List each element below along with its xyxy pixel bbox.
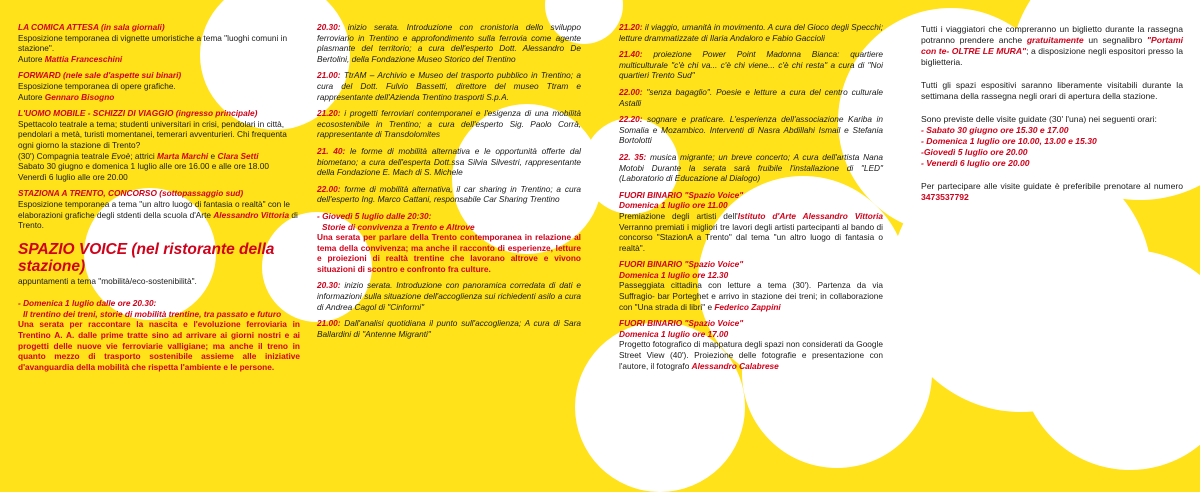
exhibition-info: Tutti gli spazi espositivi saranno liberamente visitabili durante la settimana della rassegna negli orari di apertura della stazione. xyxy=(921,80,1183,101)
text-part: Tutti i viaggiatori che compreranno un biglietto durante la rassegna potranno prendere anche xyxy=(921,24,1183,45)
block-text: Esposizione temporanea di opere grafiche. xyxy=(18,80,176,91)
text-part: Passeggiata cittadina con letture a tema (30'). Partenza da via Suffragio- bar Porteghet e arrivo in stazione dei treni; in collaborazione con "Una strada di libri" e xyxy=(619,280,883,312)
column-2 xyxy=(317,22,581,345)
block-comica-attesa xyxy=(18,22,300,64)
actress-name: Clara Setti xyxy=(217,150,259,161)
phone-number[interactable]: 3473537792 xyxy=(921,192,969,202)
fb-title: FUORI BINARIO "Spazio Voice" xyxy=(619,189,744,200)
program-entry xyxy=(317,318,581,339)
author-name: Gennaro Bisogno xyxy=(44,91,115,102)
actresses-label: ; attrici xyxy=(130,150,158,161)
author-label: Autore xyxy=(18,91,45,102)
program-entry xyxy=(317,70,581,102)
entry-time: 21.00: xyxy=(317,70,341,81)
text-part: Per partecipare alle visite guidate è preferibile prenotare al numero xyxy=(921,181,1183,191)
fb-text xyxy=(619,280,883,312)
block-date: Sabato 30 giugno e domenica 1 luglio alle ore 16.00 e alle ore 18.00 xyxy=(18,161,269,172)
block-title: FORWARD (nele sale d'aspette sui binari) xyxy=(18,70,182,81)
program-entry xyxy=(317,280,581,312)
tours-intro: Sono previste delle visite guidate (30' l'una) nei seguenti orari: xyxy=(921,114,1157,124)
fb-title: FUORI BINARIO "Spazio Voice" xyxy=(619,318,744,329)
event-title: Storie di convivenza a Trento e Altrove xyxy=(322,221,475,232)
text-part: Esposizione temporanea a tema "un altro luogo di fantasia o realtà" con le elaborazioni grafiche degli stdenti della scuola d'Arte xyxy=(18,198,291,220)
fb-text xyxy=(619,211,883,253)
bookmark-info xyxy=(921,24,1183,68)
event-giovedi xyxy=(317,211,581,275)
entry-text: musica migrante; un breve concerto; A cura dell'artista Nana Motobi Durante la serata sarà fruibile l'installazione di "LED" (Laboratorio di Educazione al Dialogo) xyxy=(619,151,883,184)
entry-time: 22.20: xyxy=(619,114,643,125)
entry-text: sognare e praticare. L'esperienza dell'associazione Kariba in Somalia e Mozambico. Interventi di Nasra Abdillahi Ismail e Stefania Bortolotti xyxy=(619,114,883,146)
entry-text: inizio serata. Introduzione con panoramica corredata di dati e informazioni sulla situazione dell'accoglienza sui richiedenti asilo a cura di Andrea Cagol di "Cinformi" xyxy=(317,280,581,312)
author-label: Autore xyxy=(18,53,45,64)
entry-time: 22. 35: xyxy=(619,151,647,162)
program-entry xyxy=(619,152,883,184)
block-date: Venerdì 6 luglio alle ore 20.00 xyxy=(18,171,128,182)
school-name: Alessandro Vittoria xyxy=(213,209,290,220)
and-text: e xyxy=(208,150,218,161)
text-part: di Trento. xyxy=(18,209,298,231)
block-text: Esposizione temporanea di vignette umoristiche a tema "luoghi comuni in stazione". xyxy=(18,32,288,54)
booking-info xyxy=(921,181,1183,203)
fb-title: FUORI BINARIO "Spazio Voice" xyxy=(619,259,744,270)
column-4 xyxy=(921,24,1183,203)
entry-time: 20.30: xyxy=(317,22,341,32)
block-text: Spettacolo teatrale a tema; studenti universitari in crisi, pendolari in città, pendolari a metà, turisti momentanei, temerari avventurieri. Chi frequenta ogni giorno la stazione di Trento? xyxy=(18,118,287,150)
company-name: Evoè xyxy=(111,150,131,161)
entry-time: 20.30: xyxy=(317,280,341,291)
program-entry xyxy=(619,114,883,146)
entry-text: TtrAM – Archivio e Museo del trasporto pubblico in Trentino; a cura del Dott. Fulvio Bassetti, direttore del museo Ttram e rappresentante dell'Azienda Trentino trasporti S.p.A. xyxy=(317,70,581,102)
fb-date: Domenica 1 luglio ore 12.30 xyxy=(619,269,729,280)
entry-text: "senza bagaglio". Poesie e letture a cura del centro culturale Astalli xyxy=(619,86,883,108)
tour-slot: -Giovedì 5 luglio ore 20.00 xyxy=(921,147,1028,157)
company-pre: (30') Compagnia teatrale xyxy=(18,150,112,161)
event-description: Una serata per raccontare la nascita e l'evoluzione ferroviaria in Trentino A. A. dalle prime tratte sino ad arrivare ai giorni nostri e ai progetti delle nuove vie ferroviarie valligiane; ma anche il treno in quanto mezzo di trasporto sostenibile assieme alle iniziative d'avanguardia della mobilità che rispetta l'ambiente e le persone. xyxy=(18,319,300,372)
entry-time: 22.00: xyxy=(317,183,341,194)
program-entry xyxy=(317,146,581,178)
entry-text: il viaggio, umanità in movimento. A cura del Gioco degli Specchi; letture drammatizzate di Ilaria Andaloro e Fabio Gaccioli xyxy=(619,22,883,43)
block-title: L'UOMO MOBILE - SCHIZZI DI VIAGGIO (ingresso principale) xyxy=(18,108,258,119)
entry-text: i progetti ferroviari contemporanei e l'esigenza di una mobilità ecosostenibile in Trentino; a cura dell'esperto Sig. Paolo Corrà, rappresentante di Transdolomites xyxy=(317,108,581,140)
block-text xyxy=(18,199,300,231)
column-1 xyxy=(18,22,300,372)
entry-time: 21.40: xyxy=(619,49,643,60)
fb-date: Domenica 1 luglio ore 11.00 xyxy=(619,200,728,211)
entry-text: inizio serata. Introduzione con cronistoria dello sviluppo ferroviario in Trentino e approfondimento sulla ferrovia come agente plasmante del territorio; a cura dell'esperto Dott. Alessandro De Bertolini, della Fondazione Museo Storico del Trentino xyxy=(317,22,581,64)
text-part: Premiazione degli artisti dell' xyxy=(619,210,738,221)
tour-slot: - Domenica 1 luglio ore 10.00, 13.00 e 15.30 xyxy=(921,136,1097,146)
fuori-binario-3 xyxy=(619,318,883,371)
entry-text: le forme di mobilità alternativa e le opportunità offerte dal biometano; a cura dell'esperta Dott.ssa Silvia Silvestri, rappresentante della Fondazione E. Mach di S. Michele xyxy=(317,145,581,178)
block-company xyxy=(18,151,300,162)
person-name: Alessandro Calabrese xyxy=(691,360,779,371)
school-name: Istituto d'Arte Alessandro Vittoria xyxy=(737,210,883,221)
text-part: Verranno premiati i migliori tre lavori degli artisti partecipanti al bando di concorso "StazionA a Trento" dal tema "un altro luogo di fantasia o realtà". xyxy=(619,221,883,253)
fb-date: Domenica 1 luglio ore 17.00 xyxy=(619,328,729,339)
event-title: Il trentino dei treni, storie di mobilità trentine, tra passato e futuro xyxy=(23,308,282,319)
block-uomo-mobile xyxy=(18,108,300,182)
entry-time: 21.20: xyxy=(619,22,643,32)
program-entry xyxy=(317,108,581,140)
program-entry xyxy=(317,22,581,64)
actress-name: Marta Marchi xyxy=(157,150,209,161)
block-author xyxy=(18,54,300,65)
tour-slot: - Sabato 30 giugno ore 15.30 e 17.00 xyxy=(921,125,1069,135)
fuori-binario-2 xyxy=(619,259,883,312)
block-title: LA COMICA ATTESA (in sala giornali) xyxy=(18,22,165,32)
entry-time: 21. 40: xyxy=(317,145,346,156)
program-entry xyxy=(619,22,883,43)
entry-text: proiezione Power Point Madonna Bianca: quartiere multiculturale "c'è chi va... c'è chi viene... c'è chi resta" a cura di "Noi quartieri Trento Sud" xyxy=(619,49,883,81)
program-entry xyxy=(619,87,883,108)
author-name: Mattia Franceschini xyxy=(44,53,123,64)
entry-time: 22.00: xyxy=(619,86,643,97)
fb-text xyxy=(619,339,883,371)
block-concorso xyxy=(18,188,300,230)
block-author xyxy=(18,92,300,103)
fuori-binario-1 xyxy=(619,190,883,254)
block-title: STAZIONA A TRENTO, CONCORSO (sottopassaggio sud) xyxy=(18,188,244,199)
program-entry xyxy=(317,184,581,205)
entry-text: Dall'analisi quotidiana il punto sull'accoglienza; A cura di Sara Ballardini di "Antenne Migranti" xyxy=(317,318,581,339)
event-date: - Giovedì 5 luglio dalle 20:30: xyxy=(317,210,432,221)
text-part: Progetto fotografico di mappatura degli spazi non considerati da Google Street View (40'). Proiezione delle fotografie e presentazione con l'autore, il fotografo xyxy=(619,339,883,371)
person-name: Federico Zappini xyxy=(714,301,781,312)
text-part: un segnalibro xyxy=(1083,35,1147,45)
bookmark-name: "Portami con te- OLTRE LE MURA" xyxy=(921,35,1183,56)
event-date: - Domenica 1 luglio dalle ore 20.30: xyxy=(18,298,157,309)
spazio-voice-subtitle: appuntamenti a tema "mobilità/eco-sostenibilità". xyxy=(18,275,197,286)
entry-time: 21.20: xyxy=(317,108,341,119)
highlight-free: gratuitamente xyxy=(1026,35,1084,45)
tour-slot: - Venerdì 6 luglio ore 20.00 xyxy=(921,158,1030,168)
column-3 xyxy=(619,22,883,377)
text-part: ; a disposizione negli espositori presso la biglietteria. xyxy=(921,46,1183,67)
entry-time: 21.00: xyxy=(317,318,341,329)
spazio-voice-title: SPAZIO VOICE (nel ristorante della stazione) xyxy=(18,240,275,275)
entry-text: forme di mobilità alternativa, il car sharing in Trentino; a cura dell'esperto Ing. Marco Cattani, responsabile Car Sharing Trentino xyxy=(317,183,581,205)
program-entry xyxy=(619,49,883,81)
event-description: Una serata per parlare della Trento contemporanea in relazione al tema della convivenza; ma anche il racconto di esperienze, letture e proiezioni di realtà trentine che lavorano altrove e vivono situazioni di scontro e confronto fra culture. xyxy=(317,232,581,274)
block-forward xyxy=(18,70,300,102)
